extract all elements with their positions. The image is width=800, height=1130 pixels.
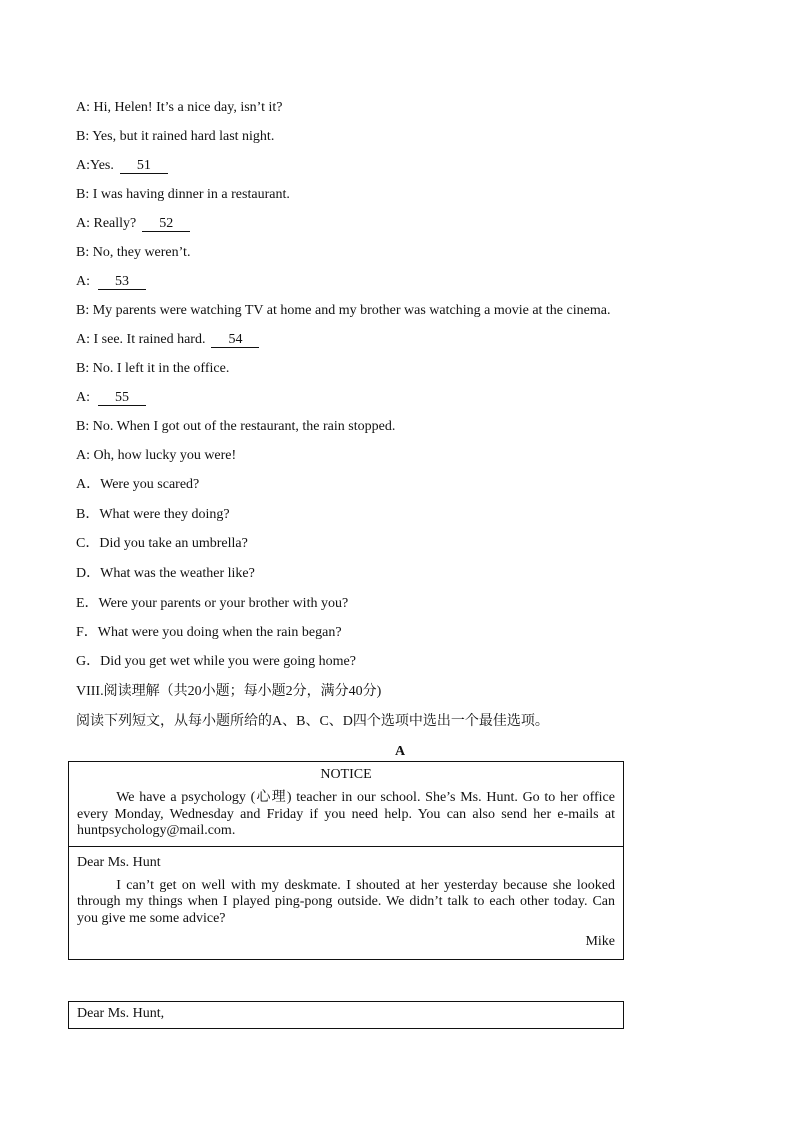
option-e: E．Were your parents or your brother with you? [76,596,349,611]
dialogue-line-12: B: No. When I got out of the restaurant, the rain stopped. [76,419,396,434]
answer-blank-55: 55 [98,390,146,406]
option-a: A．Were you scared? [76,477,200,492]
dialogue-line-4: B: I was having dinner in a restaurant. [76,187,290,202]
dialogue-line-9: A: I see. It rained hard. 54 [76,331,259,349]
dialogue-line-2: B: Yes, but it rained hard last night. [76,129,275,144]
dialogue-line-11: A: 55 [76,389,146,407]
reply-salutation: Dear Ms. Hunt, [77,1006,165,1021]
section-instruction: 阅读下列短文，从每小题所给的A、B、C、D四个选项中选出一个最佳选项。 [76,714,549,729]
answer-blank-52: 52 [142,216,190,232]
dialogue-line-7: A: 53 [76,273,146,291]
letter-salutation: Dear Ms. Hunt [77,854,161,870]
letter-signature: Mike [585,934,615,949]
option-f: F．What were you doing when the rain began? [76,625,342,640]
answer-blank-54: 54 [211,332,259,348]
notice-section [69,762,623,846]
letter-section [69,846,623,960]
option-g: G．Did you get wet while you were going home? [76,654,356,669]
option-c: C．Did you take an umbrella? [76,536,248,551]
option-b: B．What were they doing? [76,507,230,522]
notice-title: NOTICE [320,767,372,782]
letter-body: I can’t get on well with my deskmate. I shouted at her yesterday because she looked through my things when I played ping-pong outside. We didn’t talk to each other today. Can you give me some advice? [77,877,615,926]
option-d: D．What was the weather like? [76,566,255,581]
passage-label: A [394,744,406,759]
notice-body: We have a psychology (心理) teacher in our school. She’s Ms. Hunt. Go to her office every Monday, Wednesday and Friday if you need help. You can also send her e-mails at huntpsychology@mail.com. [77,790,615,838]
answer-blank-53: 53 [98,274,146,290]
dialogue-line-3: A:Yes. 51 [76,157,168,175]
dialogue-line-10: B: No. I left it in the office. [76,361,230,376]
dialogue-line-6: B: No, they weren’t. [76,245,191,260]
section-heading: VIII.阅读理解（共20小题；每小题2分，满分40分) [76,684,382,699]
dialogue-line-8: B: My parents were watching TV at home and my brother was watching a movie at the cinema. [76,303,611,318]
reply-box [68,1001,624,1029]
dialogue-line-1: A: Hi, Helen! It’s a nice day, isn’t it? [76,100,283,115]
dialogue-line-5: A: Really? 52 [76,215,190,233]
answer-blank-51: 51 [120,158,168,174]
passage-box [68,761,624,960]
dialogue-line-13: A: Oh, how lucky you were! [76,448,237,463]
